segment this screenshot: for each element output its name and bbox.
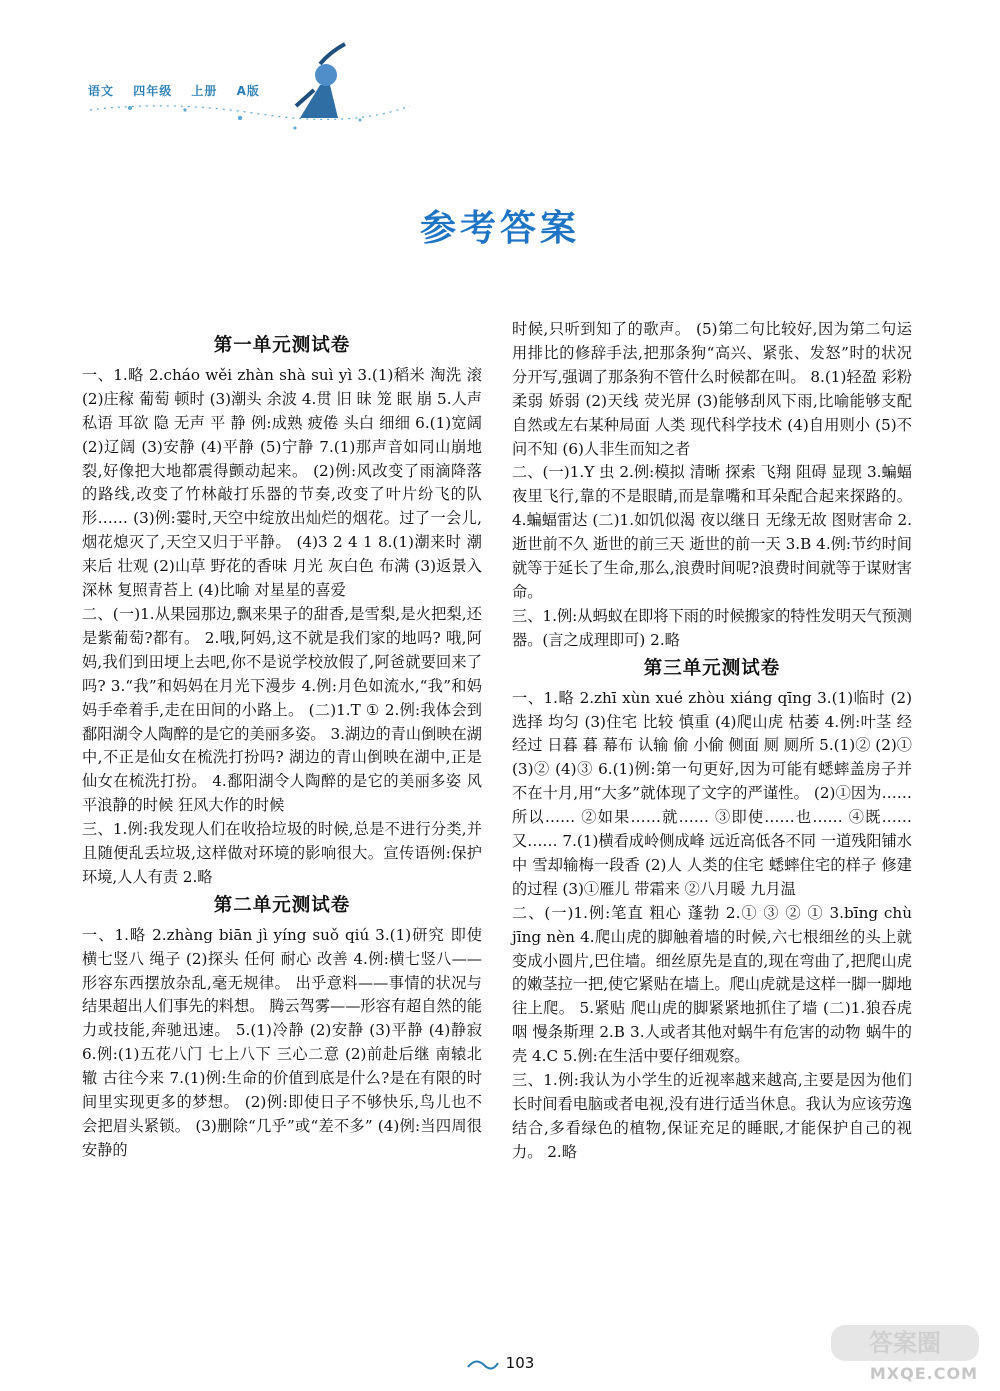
answer-paragraph: 一、1.略 2.zhī xùn xué zhòu xiáng qīng 3.(1)临时 (2)选择 均匀 (3)住宅 比较 慎重 (4)爬山虎 枯萎 4.例:叶茎 经 经过 日暮 暮 幕布 认输 偷 小偷 侧面 厕 厕所 5.(1)② (2)① (3)② (4)③ 6.(1)例:第一句更好,因为可能有蟋蟀盖房子并不在十月,用“大多”就体现了文字的严谨性。 (2)①因为……所以…… ②如果……就…… ③即使……也…… ④既……又…… 7.(1)横看成岭侧成峰 远近高低各不同 一道残阳铺水中 雪却输梅一段香 (2)人 人类的住宅 蟋蟀住宅的样子 修建的过程 (3)①雁儿 带霜来 ②八月暖 九月温 xyxy=(512,688,912,898)
header-edition: A版 xyxy=(236,84,260,98)
answer-paragraph: 二、(一)1.Y 虫 2.例:模拟 清晰 探索 飞翔 阻碍 显现 3.蝙蝠夜里飞行,靠的不是眼睛,而是靠嘴和耳朵配合起来探路的。 4.蝙蝠雷达 (二)1.如饥似渴 夜以继日 无缘无故 图财害命 2.逝世前不久 逝世的前三天 逝世的前一天 3.B 4.例:节约时间就等于延长了生命,那么,浪费时间呢?浪费时间就等于谋财害命。 xyxy=(512,463,912,601)
answer-paragraph: 三、1.例:我认为小学生的近视率越来越高,主要是因为他们长时间看电脑或者电视,没有进行适当休息。我认为应该劳逸结合,多看绿色的植物,保证充足的睡眠,才能保护自己的视力。 2.略 xyxy=(512,1071,912,1161)
page-decoration-icon xyxy=(466,1357,500,1371)
header-subject: 语文 xyxy=(88,84,115,98)
mascot-icon xyxy=(290,40,360,120)
header-grade: 四年级 xyxy=(133,84,173,98)
answer-paragraph: 一、1.略 2.cháo wěi zhàn shà suì yì 3.(1)稻米 淘洗 滚 (2)庄稼 葡萄 顿时 (3)潮头 余波 4.贯 旧 昧 笼 眠 崩 5.人声 私语 耳欲 隐 无声 平 静 例:成熟 疲倦 头白 细细 6.(1)宽阔 (2)辽阔 (3)安静 (4)平静 (5)宁静 7.(1)那声音如同山崩地裂,好像把大地都震得颤动起来。 (2)例:风改变了雨滴降落的路线,改变了竹林敲打乐器的节奏,改变了叶片纷飞的队形…… (3)例:霎时,天空中绽放出灿烂的烟花。过了一会儿,烟花熄灭了,天空又归于平静。 (4)3 2 4 1 8.(1)潮来时 潮来后 壮观 (2)山草 野花的香味 月光 灰白色 布满 (3)返景入深林 复照青苔上 (4)比喻 对星星的喜爱 xyxy=(82,365,482,600)
answer-paragraph: 三、1.例:从蚂蚁在即将下雨的时候搬家的特性发明天气预测器。(言之成理即可) 2.略 xyxy=(512,606,912,649)
left-column xyxy=(82,330,482,1163)
answer-paragraph: 二、(一)1.例:笔直 粗心 蓬勃 2.① ③ ② ① 3.bīng chù jīng nèn 4.爬山虎的脚触着墙的时候,六七根细丝的头上就变成小圆片,巴住墙。细丝原先是直的,现在弯曲了,把爬山虎的嫩茎拉一把,使它紧贴在墙上。爬山虎就是这样一脚一脚地往上爬。 5.紧贴 爬山虎的脚紧紧地抓住了墙 (二)1.狼吞虎咽 慢条斯理 2.B 3.人或者其他对蜗牛有危害的动物 蜗牛的壳 4.C 5.例:在生活中要仔细观察。 xyxy=(512,903,912,1066)
answer-paragraph: 时候,只听到知了的歌声。 (5)第二句比较好,因为第二句运用排比的修辞手法,把那条狗“高兴、紧张、发怒”时的状况分开写,强调了那条狗不管什么时候都在叫。 8.(1)轻盈 彩粉 柔弱 娇弱 (2)天线 荧光屏 (3)能够刮风下雨,比喻能够支配自然或左右某种局面 人类 现代科学技术 (4)自用则小 (5)不问不知 (6)人非生而知之者 xyxy=(512,320,912,458)
section-heading: 第一单元测试卷 xyxy=(213,335,351,356)
header-volume: 上册 xyxy=(191,84,218,98)
section-heading: 第二单元测试卷 xyxy=(213,894,351,916)
decorative-dots xyxy=(90,98,420,148)
page-title: 参考答案 xyxy=(419,207,580,249)
book-header xyxy=(88,82,274,99)
answer-paragraph: 二、(一)1.从果园那边,飘来果子的甜香,是雪梨,是火把梨,还是紫葡萄?都有。 2.哦,阿妈,这不就是我们家的地吗? 哦,阿妈,我们到田埂上去吧,你不是说学校放假了,阿爸就要回来了吗? 3.“我”和妈妈在月光下漫步 4.例:月色如流水,“我”和妈妈手牵着手,走在田间的小路上。 (二)1.T ① 2.例:我体会到鄱阳湖令人陶醉的是它的美丽多姿。 3.湖边的青山倒映在湖中,不正是仙女在梳洗打扮吗? 湖边的青山倒映在湖中,正是仙女在梳洗打扮。 4.鄱阳湖令人陶醉的是它的美丽多姿 风平浪静的时候 狂风大作的时候 xyxy=(82,604,482,815)
answer-paragraph: 一、1.略 2.zhàng biān jì yíng suǒ qiú 3.(1)研究 即使 横七竖八 绳子 (2)探头 任何 耐心 改善 4.例:横七竖八——形容东西摆放杂乱,毫无规律。 出乎意料——事情的状况与结果超出人们事先的料想。 腾云驾雾——形容有超自然的能力或技能,奔驰迅速。 5.(1)冷静 (2)安静 (3)平静 (4)静寂 6.例:(1)五花八门 七上八下 三心二意 (2)前赴后继 南辕北辙 古往今来 7.(1)例:生命的价值到底是什么?是在有限的时间里实现更多的梦想。 (2)例:即使日子不够快乐,鸟儿也不会把眉头紧锁。 (3)删除“几乎”或“差不多” (4)例:当四周很安静的 xyxy=(82,925,482,1159)
answer-paragraph: 三、1.例:我发现人们在收拾垃圾的时候,总是不进行分类,并且随便乱丢垃圾,这样做对环境的影响很大。宣传语例:保护环境,人人有责 2.略 xyxy=(82,820,482,886)
page-number: 103 xyxy=(505,1354,535,1372)
svg-text:答案圈: 答案圈 xyxy=(869,1329,941,1357)
watermark-url: MXQE.COM xyxy=(869,1364,978,1383)
right-column xyxy=(512,318,912,1165)
section-heading: 第三单元测试卷 xyxy=(643,657,781,679)
